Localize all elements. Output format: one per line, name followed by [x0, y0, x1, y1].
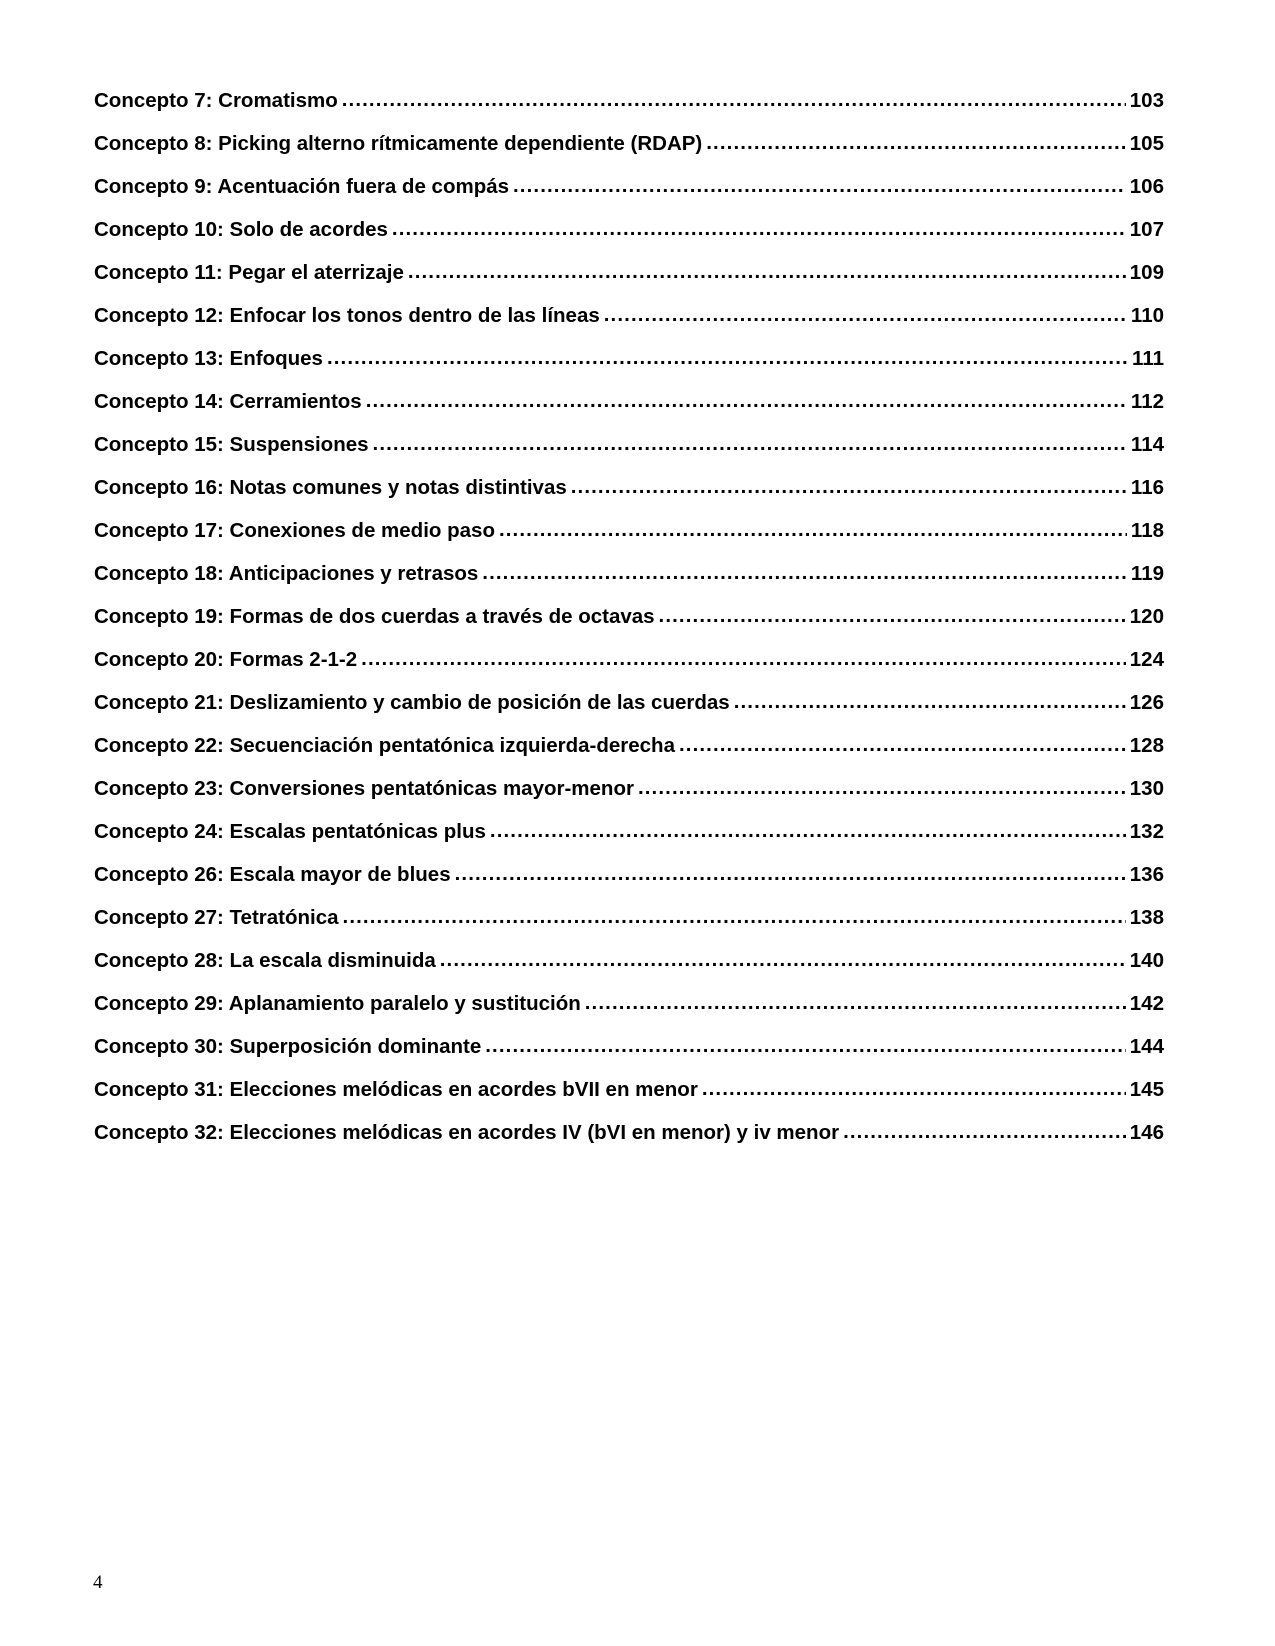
toc-dot-leader — [604, 301, 1127, 329]
toc-entry-page: 119 — [1130, 562, 1164, 585]
toc-entry-title: Concepto 28: La escala disminuida — [94, 949, 436, 972]
toc-entry-page: 132 — [1129, 820, 1164, 843]
toc-entry[interactable] — [94, 431, 1164, 474]
toc-dot-leader — [679, 731, 1126, 759]
toc-entry-title: Concepto 8: Picking alterno rítmicamente dependiente (RDAP) — [94, 132, 703, 155]
toc-entry[interactable] — [94, 689, 1164, 732]
toc-entry-page: 111 — [1132, 347, 1164, 370]
toc-dot-leader — [659, 602, 1126, 630]
toc-entry[interactable] — [94, 646, 1164, 689]
toc-entry-title: Concepto 31: Elecciones melódicas en acordes bVII en menor — [94, 1078, 698, 1101]
toc-entry-title: Concepto 18: Anticipaciones y retrasos — [94, 562, 479, 585]
toc-dot-leader — [482, 559, 1127, 587]
toc-dot-leader — [571, 473, 1127, 501]
toc-entry-title: Concepto 7: Cromatismo — [94, 89, 338, 112]
toc-entry-title: Concepto 30: Superposición dominante — [94, 1035, 482, 1058]
toc-entry-page: 146 — [1129, 1121, 1164, 1144]
toc-entry[interactable] — [94, 775, 1164, 818]
toc-entry-page: 116 — [1130, 476, 1164, 499]
toc-dot-leader — [361, 645, 1126, 673]
table-of-contents — [94, 87, 1164, 1162]
toc-entry[interactable] — [94, 216, 1164, 259]
toc-entry[interactable] — [94, 1033, 1164, 1076]
toc-entry-title: Concepto 20: Formas 2-1-2 — [94, 648, 358, 671]
toc-entry-page: 106 — [1129, 175, 1164, 198]
toc-entry[interactable] — [94, 560, 1164, 603]
toc-entry[interactable] — [94, 345, 1164, 388]
toc-entry[interactable] — [94, 732, 1164, 775]
toc-entry-page: 105 — [1129, 132, 1164, 155]
toc-entry-title: Concepto 11: Pegar el aterrizaje — [94, 261, 404, 284]
toc-entry[interactable] — [94, 904, 1164, 947]
toc-dot-leader — [485, 1032, 1126, 1060]
toc-entry-page: 136 — [1129, 863, 1164, 886]
toc-entry-title: Concepto 24: Escalas pentatónicas plus — [94, 820, 486, 843]
toc-entry[interactable] — [94, 517, 1164, 560]
toc-entry[interactable] — [94, 1076, 1164, 1119]
toc-dot-leader — [392, 215, 1126, 243]
toc-entry-title: Concepto 26: Escala mayor de blues — [94, 863, 451, 886]
toc-entry-title: Concepto 21: Deslizamiento y cambio de posición de las cuerdas — [94, 691, 730, 714]
toc-entry-page: 130 — [1129, 777, 1164, 800]
toc-dot-leader — [513, 172, 1126, 200]
toc-entry-page: 124 — [1129, 648, 1164, 671]
toc-entry-title: Concepto 19: Formas de dos cuerdas a través de octavas — [94, 605, 655, 628]
toc-entry-title: Concepto 10: Solo de acordes — [94, 218, 388, 241]
toc-dot-leader — [440, 946, 1126, 974]
toc-entry-page: 103 — [1129, 89, 1164, 112]
toc-entry-page: 140 — [1129, 949, 1164, 972]
toc-entry[interactable] — [94, 87, 1164, 130]
toc-dot-leader — [366, 387, 1127, 415]
toc-entry[interactable] — [94, 474, 1164, 517]
toc-dot-leader — [638, 774, 1126, 802]
toc-entry-page: 142 — [1129, 992, 1164, 1015]
toc-entry[interactable] — [94, 947, 1164, 990]
toc-dot-leader — [706, 129, 1126, 157]
toc-entry-title: Concepto 32: Elecciones melódicas en acordes IV (bVI en menor) y iv menor — [94, 1121, 840, 1144]
toc-entry-title: Concepto 22: Secuenciación pentatónica izquierda-derecha — [94, 734, 675, 757]
toc-dot-leader — [499, 516, 1127, 544]
toc-entry-page: 110 — [1130, 304, 1164, 327]
toc-entry[interactable] — [94, 818, 1164, 861]
toc-dot-leader — [843, 1118, 1126, 1146]
toc-entry[interactable] — [94, 388, 1164, 431]
toc-entry-title: Concepto 16: Notas comunes y notas distintivas — [94, 476, 567, 499]
toc-entry-page: 138 — [1129, 906, 1164, 929]
toc-entry-title: Concepto 14: Cerramientos — [94, 390, 362, 413]
toc-dot-leader — [373, 430, 1127, 458]
toc-entry-page: 126 — [1129, 691, 1164, 714]
toc-entry-page: 114 — [1130, 433, 1164, 456]
toc-entry-page: 120 — [1129, 605, 1164, 628]
toc-dot-leader — [455, 860, 1126, 888]
toc-entry-page: 112 — [1130, 390, 1164, 413]
toc-entry-title: Concepto 12: Enfocar los tonos dentro de las líneas — [94, 304, 600, 327]
toc-dot-leader — [342, 86, 1126, 114]
toc-entry-title: Concepto 9: Acentuación fuera de compás — [94, 175, 510, 198]
toc-dot-leader — [490, 817, 1126, 845]
toc-entry[interactable] — [94, 990, 1164, 1033]
toc-entry[interactable] — [94, 173, 1164, 216]
toc-entry-page: 118 — [1130, 519, 1164, 542]
toc-entry[interactable] — [94, 861, 1164, 904]
page-number: 4 — [93, 1572, 103, 1593]
toc-entry-page: 144 — [1129, 1035, 1164, 1058]
toc-entry-title: Concepto 13: Enfoques — [94, 347, 323, 370]
toc-entry-title: Concepto 15: Suspensiones — [94, 433, 369, 456]
toc-entry-page: 107 — [1129, 218, 1164, 241]
toc-dot-leader — [585, 989, 1126, 1017]
toc-entry[interactable] — [94, 1119, 1164, 1162]
toc-entry-title: Concepto 27: Tetratónica — [94, 906, 339, 929]
toc-entry-page: 109 — [1129, 261, 1164, 284]
toc-entry[interactable] — [94, 603, 1164, 646]
toc-dot-leader — [327, 344, 1128, 372]
toc-entry-title: Concepto 23: Conversiones pentatónicas mayor-menor — [94, 777, 634, 800]
toc-entry[interactable] — [94, 130, 1164, 173]
toc-dot-leader — [734, 688, 1126, 716]
toc-dot-leader — [702, 1075, 1126, 1103]
toc-entry-page: 145 — [1129, 1078, 1164, 1101]
toc-entry[interactable] — [94, 259, 1164, 302]
toc-entry-page: 128 — [1129, 734, 1164, 757]
toc-dot-leader — [343, 903, 1126, 931]
toc-dot-leader — [408, 258, 1126, 286]
toc-entry[interactable] — [94, 302, 1164, 345]
toc-entry-title: Concepto 17: Conexiones de medio paso — [94, 519, 495, 542]
toc-entry-title: Concepto 29: Aplanamiento paralelo y sustitución — [94, 992, 581, 1015]
